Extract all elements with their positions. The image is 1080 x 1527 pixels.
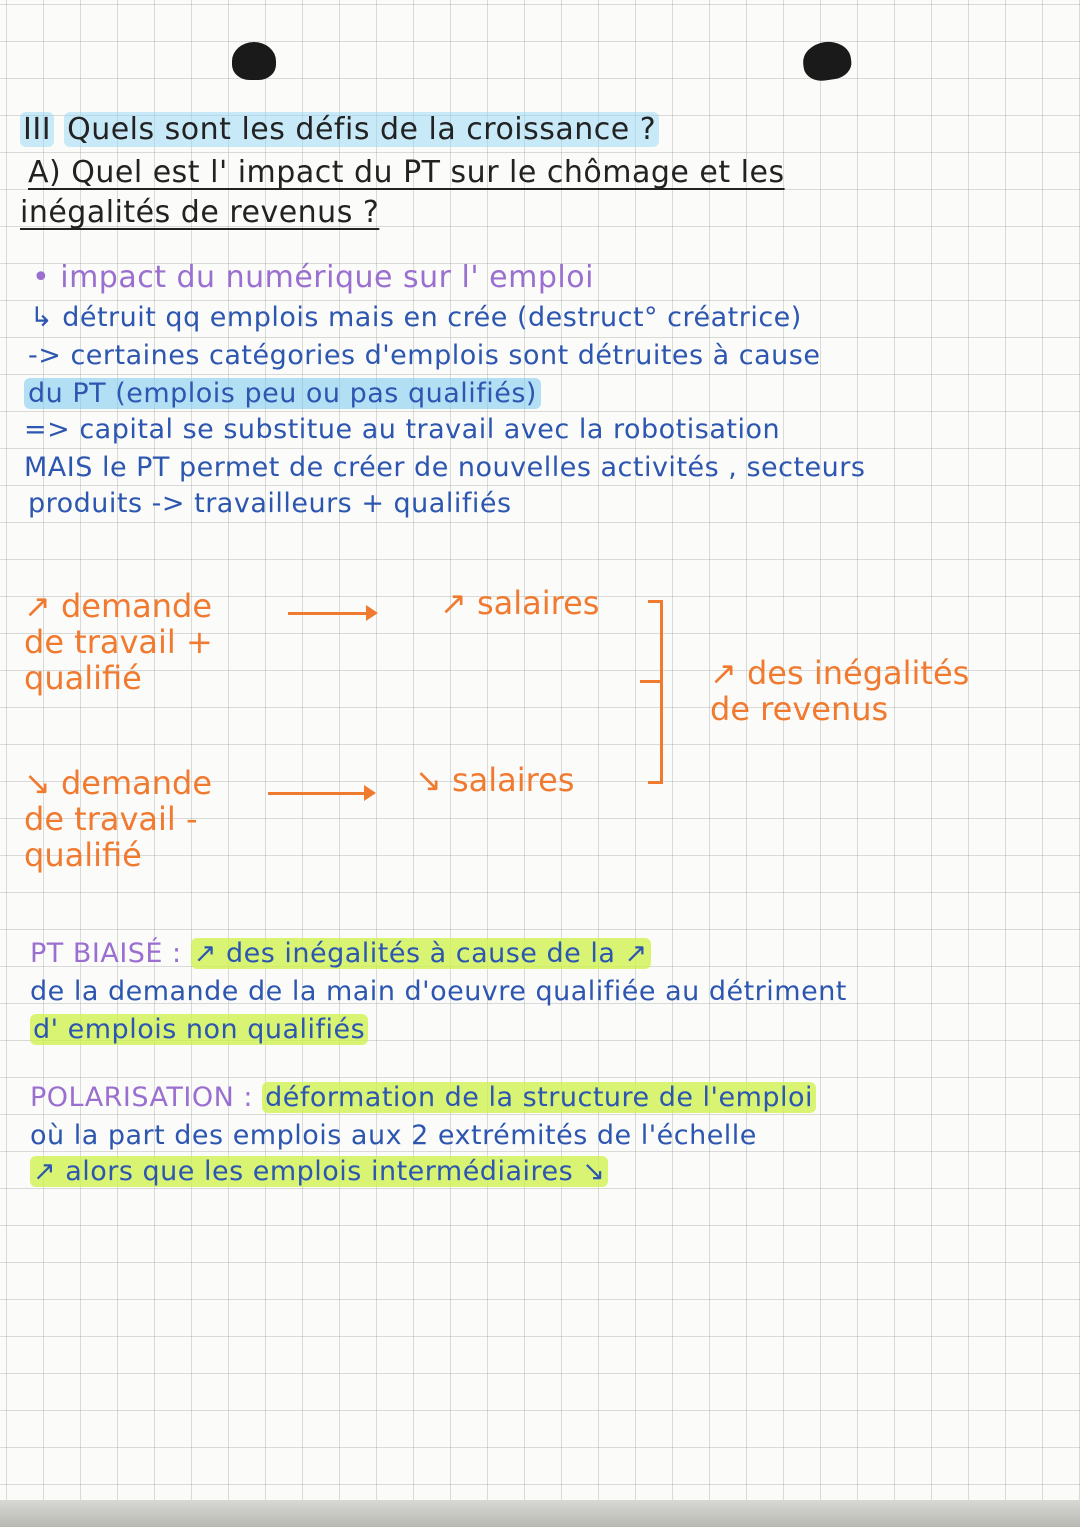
note-line-5: MAIS le PT permet de créer de nouvelles activités , secteurs xyxy=(24,452,866,483)
section-question: Quels sont les défis de la croissance ? xyxy=(64,112,659,147)
pt-biaise-line-3: d' emplois non qualifiés xyxy=(30,1014,368,1045)
polarisation-line-3: ↗ alors que les emplois intermédiaires ↘ xyxy=(30,1156,608,1187)
polarisation-line-1: POLARISATION : déformation de la structure de l'emploi xyxy=(30,1082,816,1113)
inequality-result-label: ↗ des inégalités de revenus xyxy=(710,654,970,728)
bracket xyxy=(648,600,663,784)
demand-low-label: ↘ demande de travail - qualifié xyxy=(24,764,213,874)
binder-hole-left xyxy=(232,42,276,80)
bracket-tick xyxy=(640,680,660,683)
arrow-demand-low xyxy=(268,792,372,795)
note-line-4: => capital se substitue au travail avec la robotisation xyxy=(24,414,781,445)
section-marker: III xyxy=(20,112,54,147)
subheading-a-cont: inégalités de revenus ? xyxy=(20,195,380,230)
binder-hole-right xyxy=(801,39,854,83)
note-line-2: -> certaines catégories d'emplois sont détruites à cause xyxy=(28,340,821,371)
polarisation-line-2: où la part des emplois aux 2 extrémités de l'échelle xyxy=(30,1120,757,1151)
note-line-1: ↳ détruit qq emplois mais en crée (destruct° créatrice) xyxy=(30,302,802,333)
polarisation-label: POLARISATION : xyxy=(30,1082,253,1113)
bullet-title: • impact du numérique sur l' emploi xyxy=(32,260,594,295)
page-bottom-edge xyxy=(0,1500,1080,1527)
section-heading xyxy=(20,112,659,147)
pt-biaise-line-1: PT BIAISÉ : ↗ des inégalités à cause de la ↗ xyxy=(30,938,651,969)
pt-biaise-line-2: de la demande de la main d'oeuvre qualifiée au détriment xyxy=(30,976,847,1007)
note-line-6: produits -> travailleurs + qualifiés xyxy=(28,488,512,519)
arrow-demand-high xyxy=(288,612,374,615)
note-line-3: du PT (emplois peu ou pas qualifiés) xyxy=(24,378,541,409)
demand-high-label: ↗ demande de travail + qualifié xyxy=(24,587,213,697)
salary-high-label: ↗ salaires xyxy=(440,584,600,622)
subheading-a: A) Quel est l' impact du PT sur le chômage et les xyxy=(28,155,785,190)
pt-biaise-label: PT BIAISÉ : xyxy=(30,938,182,969)
salary-low-label: ↘ salaires xyxy=(415,761,575,799)
